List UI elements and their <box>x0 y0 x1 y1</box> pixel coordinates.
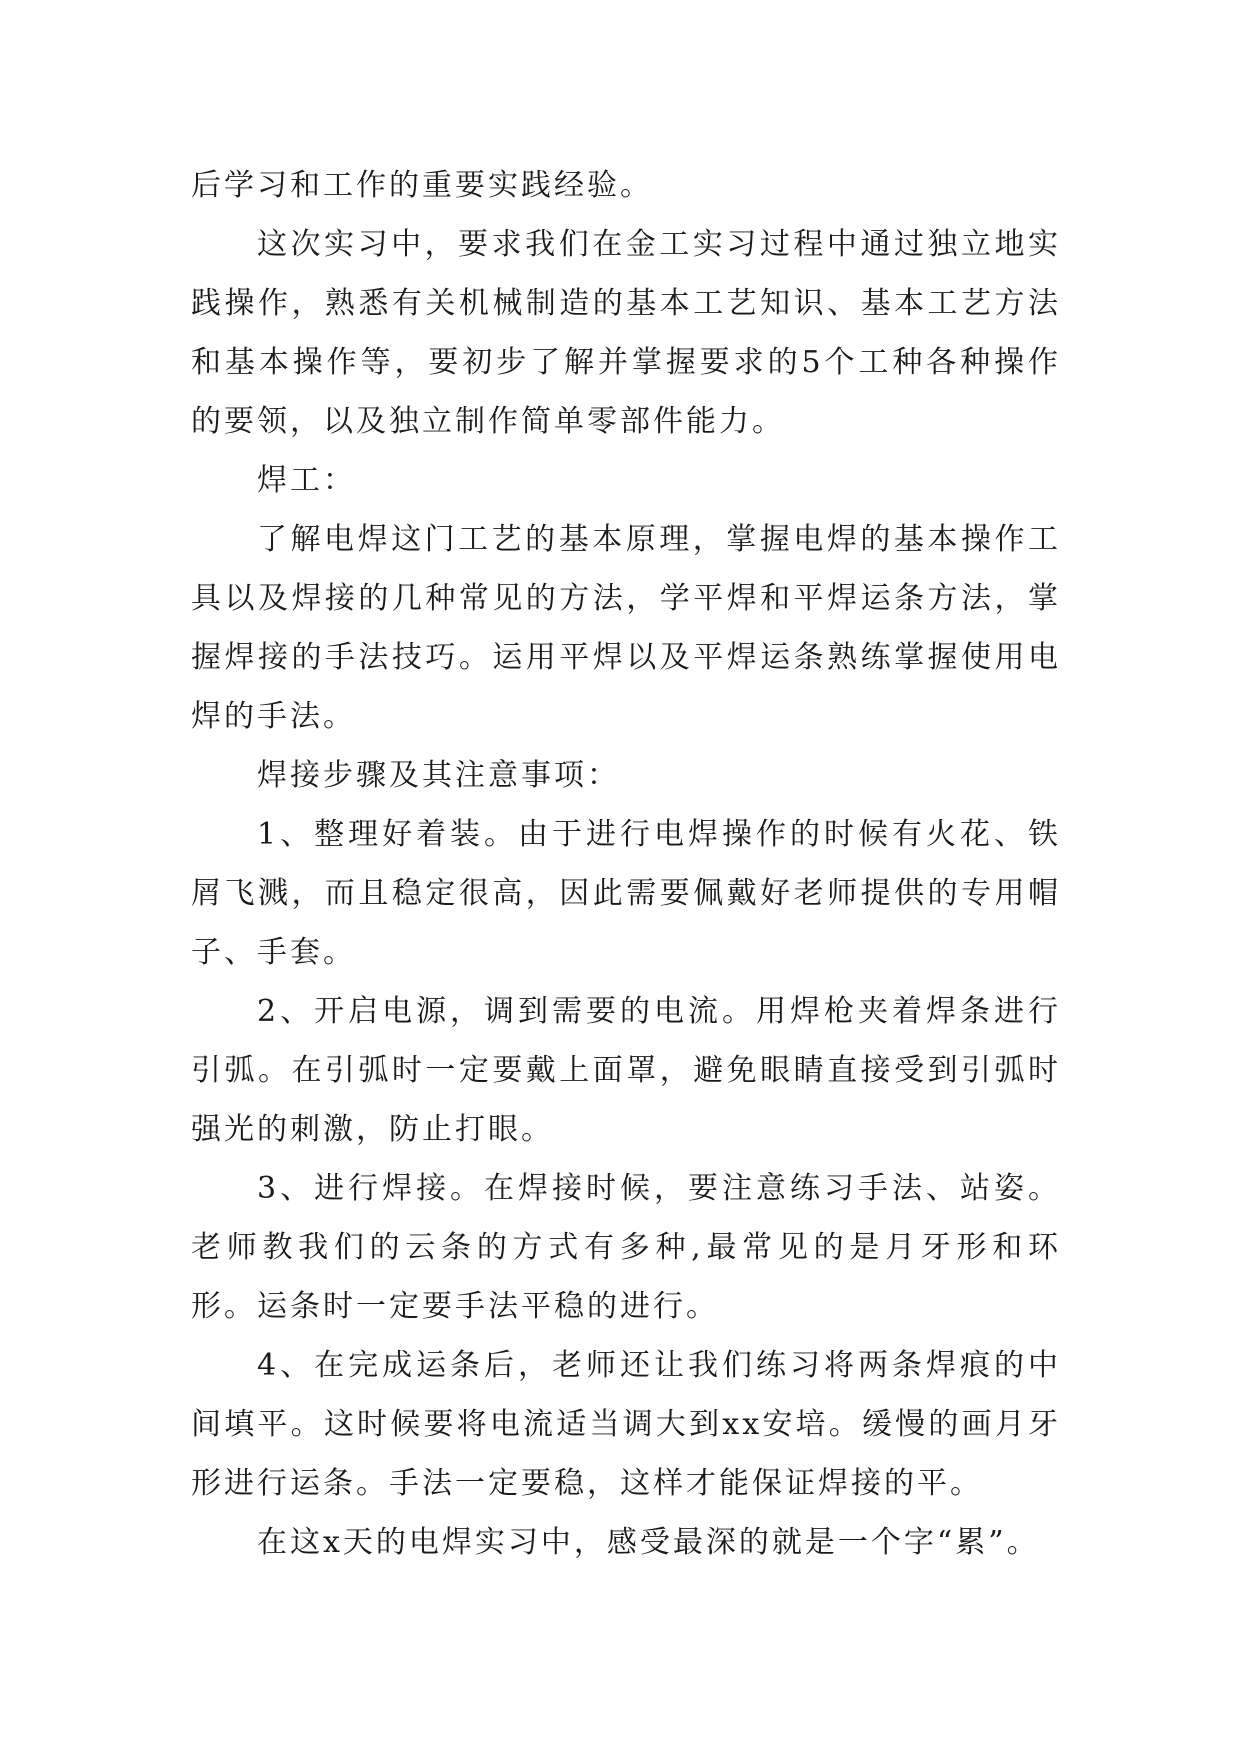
paragraph-internship-requirements: 这次实习中，要求我们在金工实习过程中通过独立地实践操作，熟悉有关机械制造的基本工艺知识、基本工艺方法和基本操作等，要初步了解并掌握要求的5个工种各种操作的要领，以及独立制作简单零部件能力。 <box>191 227 1061 439</box>
section-heading-welder: 焊工： <box>257 463 356 498</box>
paragraph-continuation: 后学习和工作的重要实践经验。 <box>191 168 653 203</box>
paragraph-welding-overview: 了解电焊这门工艺的基本原理，掌握电焊的基本操作工具以及焊接的几种常见的方法，学平焊和平焊运条方法，掌握焊接的手法技巧。运用平焊以及平焊运条熟练掌握使用电焊的手法。 <box>191 522 1061 734</box>
document-body <box>191 156 1061 1572</box>
list-item-step-1: 1、整理好着装。由于进行电焊操作的时候有火花、铁屑飞溅，而且稳定很高，因此需要佩戴好老师提供的专用帽子、手套。 <box>191 817 1061 970</box>
list-item-step-3: 3、进行焊接。在焊接时候，要注意练习手法、站姿。老师教我们的云条的方式有多种,最常见的是月牙形和环形。运条时一定要手法平稳的进行。 <box>191 1171 1061 1324</box>
paragraph-reflection: 在这x天的电焊实习中，感受最深的就是一个字“累”。 <box>257 1525 1040 1560</box>
list-item-step-4: 4、在完成运条后，老师还让我们练习将两条焊痕的中间填平。这时候要将电流适当调大到xx安培。缓慢的画月牙形进行运条。手法一定要稳，这样才能保证焊接的平。 <box>191 1348 1061 1501</box>
section-heading-welding-steps: 焊接步骤及其注意事项： <box>257 758 620 793</box>
list-item-step-2: 2、开启电源，调到需要的电流。用焊枪夹着焊条进行引弧。在引弧时一定要戴上面罩，避免眼睛直接受到引弧时强光的刺激，防止打眼。 <box>191 994 1061 1147</box>
